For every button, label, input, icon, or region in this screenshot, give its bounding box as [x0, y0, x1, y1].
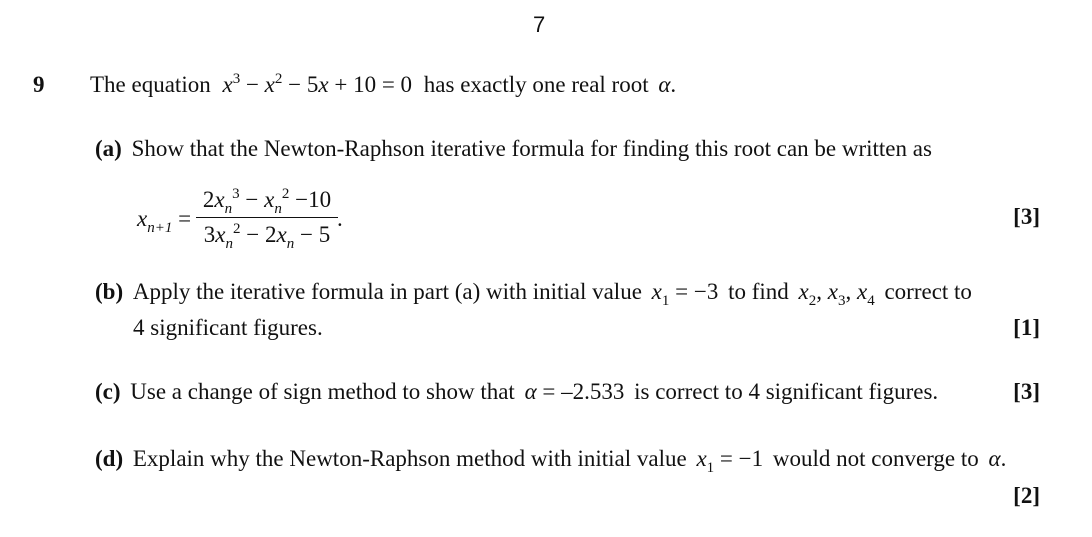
- part-c-label: (c): [95, 379, 121, 404]
- alpha-symbol: α: [658, 72, 671, 97]
- stem-intro: The equation: [90, 72, 211, 97]
- alpha-symbol: α: [988, 446, 1001, 471]
- part-b-text: (b) Apply the iterative formula in part (a) with initial value $x_1 = -3$ to find $x_2$, $x_3$, $x_4$ correct to: [95, 279, 972, 309]
- stem-outro: has exactly one real root: [423, 72, 649, 97]
- question-stem: The equation $x^3 - x^2 - 5x + 10 = 0$ has exactly one real root α.: [90, 71, 677, 97]
- page-number: 7: [533, 12, 546, 37]
- part-a-marks: [3]: [1013, 204, 1040, 229]
- part-b-initial-value: $x_1 = -3$: [651, 279, 719, 309]
- question-number: 9: [33, 72, 45, 97]
- formula-period: .: [337, 206, 343, 231]
- alpha-value: = –2.533: [536, 379, 625, 404]
- alpha-symbol: α: [524, 379, 537, 404]
- part-b-marks: [1]: [1013, 315, 1040, 340]
- part-c-text: (c) Use a change of sign method to show that α = –2.533 is correct to 4 significant figures.: [95, 379, 939, 404]
- newton-raphson-fraction: [196, 186, 338, 252]
- part-b-label: (b): [95, 279, 124, 304]
- part-b-targets: $x_2$, $x_3$, $x_4$: [798, 279, 875, 309]
- part-d-text: (d) Explain why the Newton-Raphson method with initial value $x_1 = -1$ would not converge to α.: [95, 446, 1007, 476]
- fraction-denominator: $3x_n^2 - 2x_n - 5$: [203, 221, 331, 252]
- part-c-marks: [3]: [1013, 379, 1040, 404]
- part-d-marks: [2]: [1013, 483, 1040, 508]
- part-d-initial-value: $x_1 = -1$: [696, 446, 764, 476]
- part-d-label: (d): [95, 446, 124, 471]
- part-b-line2: 4 significant figures.: [133, 315, 323, 340]
- fraction-bar: [196, 217, 338, 218]
- part-a-body: Show that the Newton-Raphson iterative formula for finding this root can be written as: [131, 136, 932, 161]
- part-a-label: (a): [95, 136, 122, 161]
- stem-equation: $x^3 - x^2 - 5x + 10 = 0$: [222, 71, 413, 97]
- fraction-numerator: $2x_n^3 - x_n^2 -10$: [202, 186, 332, 217]
- formula-lhs: $x_{n+1}$ =: [137, 206, 192, 236]
- part-a-text: [95, 136, 932, 162]
